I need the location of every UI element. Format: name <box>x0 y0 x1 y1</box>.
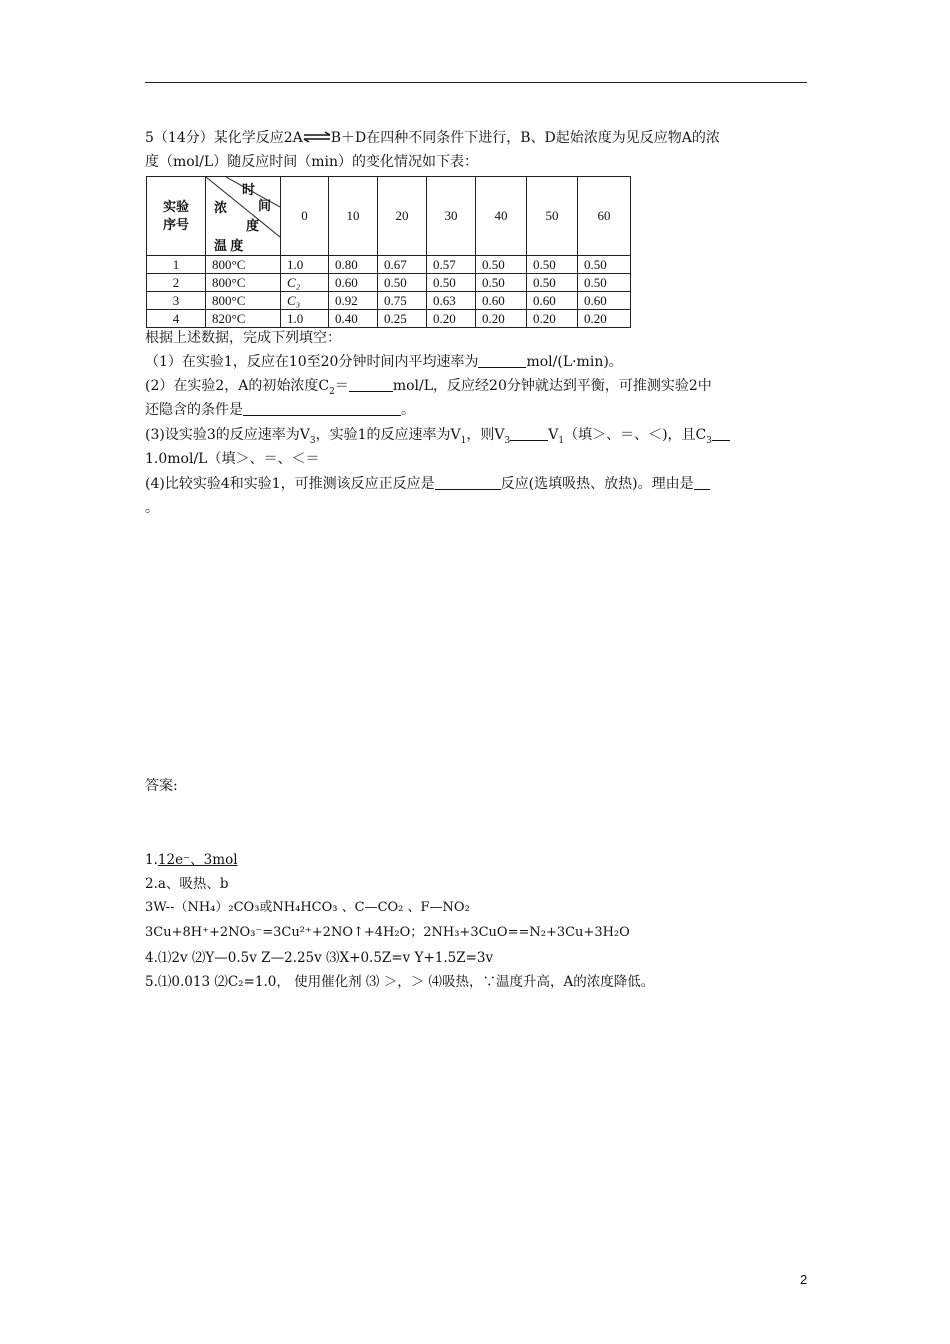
answer-1-text: 12e⁻、3mol <box>157 852 238 868</box>
cell: 0.50 <box>427 274 476 292</box>
fill-q1 <box>145 352 623 372</box>
time-header: 0 <box>281 177 329 256</box>
q2-text-b: ＝ <box>334 378 349 394</box>
cell: 0.20 <box>578 310 631 328</box>
cell: 0.60 <box>578 292 631 310</box>
q3-text-d: V <box>548 427 559 443</box>
diag-temp: 温 度 <box>214 238 244 253</box>
q2-text-c: mol/L，反应经20分钟就达到平衡，可推测实验2中 <box>392 378 712 394</box>
cell: C₃ <box>281 292 329 310</box>
cell: 0.60 <box>527 292 578 310</box>
q4-text-a: (4)比较实验4和实验1，可推测该反应正反应是 <box>145 476 435 492</box>
table-row <box>147 310 631 328</box>
header-experiment <box>147 177 206 256</box>
answer-3: 3W--（NH₄）₂CO₃或NH₄HCO₃ 、C—CO₂ 、F—NO₂ <box>145 900 470 915</box>
diag-time-2: 间 <box>258 198 272 213</box>
fill-intro: 根据上述数据，完成下列填空： <box>145 330 341 346</box>
question-line-1 <box>145 128 720 148</box>
answers-label: 答案: <box>145 778 178 794</box>
q3-text-b: ，实验1的反应速率为V <box>315 427 461 443</box>
row-id: 2 <box>147 274 206 292</box>
diag-time-1: 时 <box>242 182 256 197</box>
answer-blank[interactable] <box>243 401 401 416</box>
cell: 0.20 <box>476 310 527 328</box>
row-temp: 800°C <box>206 292 281 310</box>
cell: 0.57 <box>427 256 476 274</box>
answer-blank[interactable] <box>510 426 548 441</box>
cell: 0.67 <box>378 256 427 274</box>
row-temp: 800°C <box>206 274 281 292</box>
time-header: 10 <box>329 177 378 256</box>
row-id: 1 <box>147 256 206 274</box>
cell: C₂ <box>281 274 329 292</box>
q3-text-a: (3)设实验3的反应速率为V <box>145 427 310 443</box>
cell: 0.20 <box>527 310 578 328</box>
header-diagonal <box>206 177 281 256</box>
cell: 0.60 <box>476 292 527 310</box>
cell: 1.0 <box>281 310 329 328</box>
cell: 0.50 <box>378 274 427 292</box>
cell: 0.25 <box>378 310 427 328</box>
fill-q4 <box>145 474 710 494</box>
time-header: 50 <box>527 177 578 256</box>
time-header: 30 <box>427 177 476 256</box>
diag-conc: 浓 <box>214 200 228 215</box>
equilibrium-arrows-icon <box>303 131 331 143</box>
q3-text-c: ，则V <box>466 427 505 443</box>
answer-4: 4.⑴2v ⑵Y—0.5v Z—2.25v ⑶X+0.5Z=v Y+1.5Z=3v <box>145 950 494 966</box>
answer-blank[interactable] <box>349 377 393 392</box>
q2-text-d: 还隐含的条件是 <box>145 402 243 418</box>
q1-text-a: （1）在实验1，反应在10至20分钟时间内平均速率为 <box>145 354 479 370</box>
cell: 0.50 <box>578 256 631 274</box>
cell: 0.75 <box>378 292 427 310</box>
cell: 0.50 <box>527 256 578 274</box>
fill-q3-cont: 1.0mol/L（填＞、＝、＜＝ <box>145 451 320 467</box>
fill-q4-cont: 。 <box>145 500 159 516</box>
concentration-table <box>146 176 631 328</box>
cell: 0.50 <box>476 274 527 292</box>
answer-blank[interactable] <box>712 426 730 441</box>
cell: 0.50 <box>476 256 527 274</box>
answer-1-num: 1. <box>145 852 158 868</box>
cell: 0.60 <box>329 274 378 292</box>
cell: 0.20 <box>427 310 476 328</box>
page-number: 2 <box>800 1272 808 1287</box>
question-line-2: 度（mol/L）随反应时间（min）的变化情况如下表： <box>145 154 478 170</box>
row-temp: 820°C <box>206 310 281 328</box>
header-experiment-1: 实验 <box>162 199 189 214</box>
answer-5: 5.⑴0.013 ⑵C₂=1.0， 使用催化剂 ⑶ ＞，＞ ⑷吸热，∵温度升高，A的浓度降低。 <box>145 974 655 990</box>
fill-q2: (2）在实验2，A的初始浓度$C_2= mol/L$，反应经20分钟就达到平衡，可推测实验2中 <box>145 378 712 397</box>
q3-text-e: （填＞、＝、＜)，且C <box>564 427 707 443</box>
q2-text-a: (2）在实验2，A的初始浓度C <box>145 378 330 394</box>
cell: 0.92 <box>329 292 378 310</box>
answer-blank[interactable] <box>435 475 501 490</box>
answer-2: 2.a、吸热、b <box>145 876 229 892</box>
question-prefix: 5（14分）某化学反应2A <box>145 130 303 146</box>
diag-deg: 度 <box>246 218 260 233</box>
row-id: 4 <box>147 310 206 328</box>
question-suffix: B＋D在四种不同条件下进行，B、D起始浓度为见反应物A的浓 <box>330 130 720 146</box>
answer-blank[interactable] <box>694 475 710 490</box>
cell: 0.50 <box>527 274 578 292</box>
fill-q2-cont <box>145 400 415 420</box>
answer-blank[interactable] <box>478 353 526 368</box>
cell: 0.40 <box>329 310 378 328</box>
cell: 1.0 <box>281 256 329 274</box>
header-experiment-2: 序号 <box>162 217 189 232</box>
table-row <box>147 274 631 292</box>
time-header: 20 <box>378 177 427 256</box>
cell: 0.63 <box>427 292 476 310</box>
row-temp: 800°C <box>206 256 281 274</box>
row-id: 3 <box>147 292 206 310</box>
answer-3-equations: 3Cu+8H⁺+2NO₃⁻=3Cu²⁺+2NO↑+4H₂O；2NH₃+3CuO==N₂+3Cu+3H₂O <box>145 925 630 940</box>
q2-text-e: 。 <box>401 402 415 418</box>
table-row <box>147 256 631 274</box>
q1-text-b: mol/(L·min)。 <box>526 354 623 370</box>
table-row <box>147 292 631 310</box>
time-header: 40 <box>476 177 527 256</box>
fill-q3: (3)设实验3的反应速率为$V_3$，实验1的反应速率为$V_1$，则$V_3$ $V_1$（填＞、＝、＜)，且$C_3$ <box>145 425 730 445</box>
header-rule <box>145 82 807 83</box>
answer-1 <box>145 850 238 870</box>
cell: 0.50 <box>578 274 631 292</box>
time-header: 60 <box>578 177 631 256</box>
cell: 0.80 <box>329 256 378 274</box>
q4-text-b: 反应(选填吸热、放热)。理由是 <box>500 476 694 492</box>
